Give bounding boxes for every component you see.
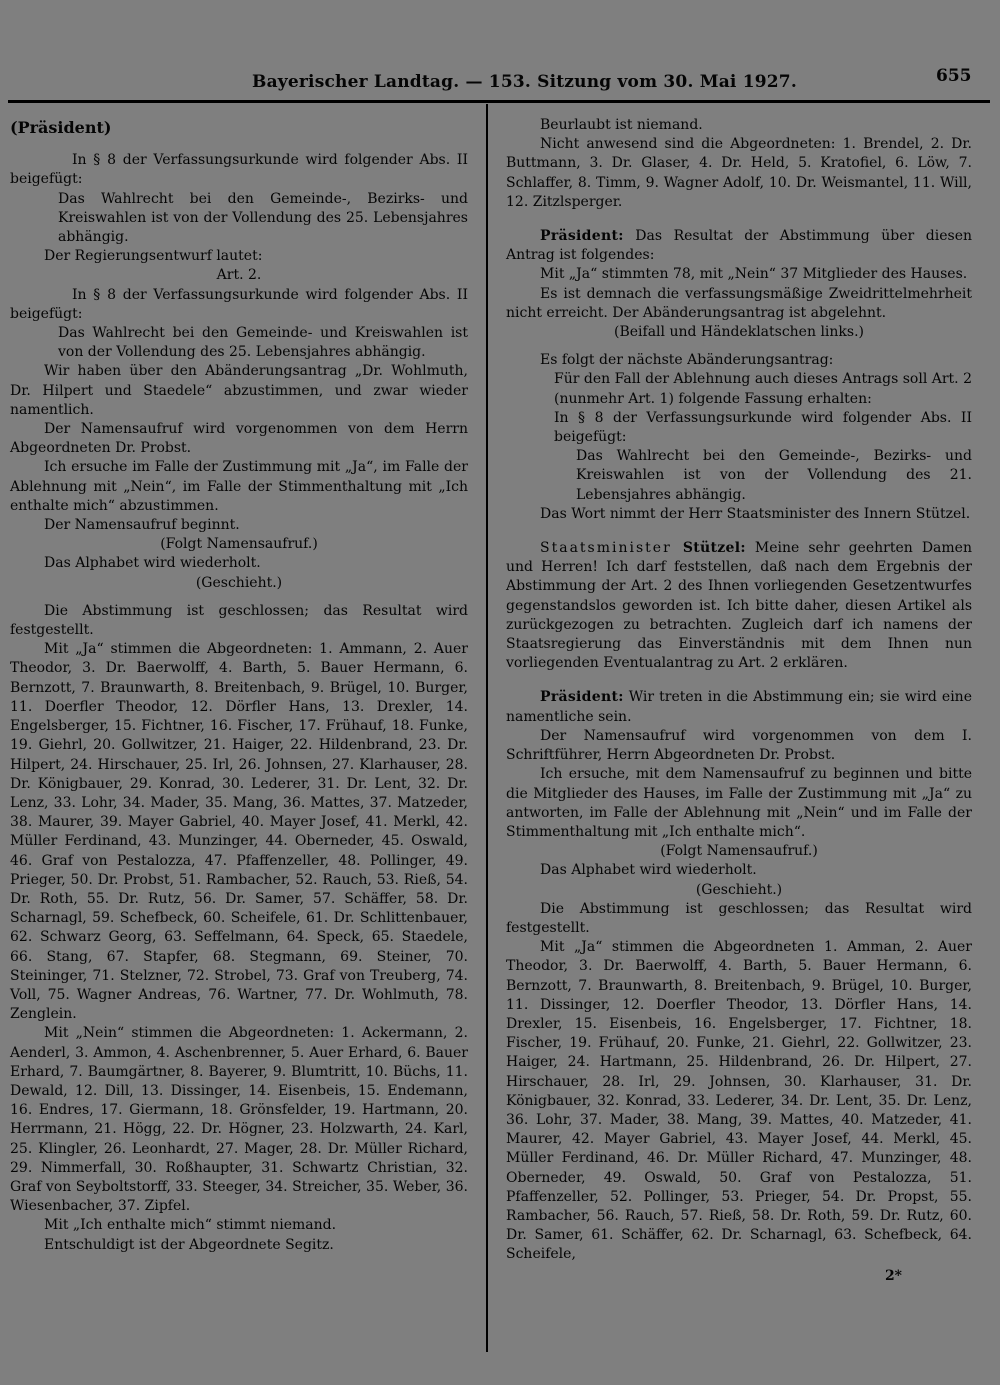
speaker-title: Staatsminister xyxy=(540,540,683,557)
speaker-name: Präsident: xyxy=(540,689,624,706)
stage-direction: (Folgt Namensaufruf.) xyxy=(160,536,318,553)
signature-mark: 2* xyxy=(884,1267,902,1284)
speaker-name: Stützel: xyxy=(682,540,746,557)
paragraph: Das Alphabet wird wiederholt. xyxy=(44,555,261,572)
paragraph: In § 8 der Verfassungsurkunde wird folgender Abs. II beigefügt: xyxy=(10,152,468,188)
paragraph: Mit „Ja“ stimmten 78, mit „Nein“ 37 Mitglieder des Hauses. xyxy=(540,266,968,283)
paragraph: Beurlaubt ist niemand. xyxy=(540,117,703,133)
paragraph: Ich ersuche, mit dem Namensaufruf zu beginnen und bitte die Mitglieder des Hauses, im Falle der Zustimmung mit „Ja“ zu antworten, im Falle der Ablehnung mit „Nein“ und im Falle der Stimmenthaltung mit „Ich enthalte mich“. xyxy=(506,766,972,840)
header-rule xyxy=(8,100,990,103)
paragraph: Der Regierungsentwurf lautet: xyxy=(44,248,263,265)
quoted-paragraph: In § 8 der Verfassungsurkunde wird folgender Abs. II beigefügt: xyxy=(554,409,972,446)
paragraph: Es ist demnach die verfassungsmäßige Zweidrittelmehrheit nicht erreicht. Der Abänderungsantrag ist abgelehnt. xyxy=(506,285,972,321)
paragraph: Das Alphabet wird wiederholt. xyxy=(540,862,757,879)
paragraph: Wir haben über den Abänderungsantrag „Dr. Wohlmuth, Dr. Hilpert und Staedele“ abzustimmen, und zwar wieder namentlich. xyxy=(10,363,468,418)
column-divider xyxy=(486,104,488,1352)
speech-text: Das Resultat der Abstimmung über diesen Antrag ist folgendes: xyxy=(506,228,972,264)
section-heading: (Präsident) xyxy=(10,118,112,137)
paragraph: Ich ersuche im Falle der Zustimmung mit „Ja“, im Falle der Ablehnung mit „Nein“, im Falle der Stimmenthaltung mit „Ich enthalte mich“ abzustimmen. xyxy=(10,459,468,514)
no-votes-list: Mit „Nein“ stimmen die Abgeordneten: 1. Ackermann, 2. Aenderl, 3. Ammon, 4. Aschenbrenner, 5. Auer Erhard, 6. Bauer Erhard, 7. Baumgärtner, 8. Bayerer, 9. Blumtritt, 10. Büchs, 11. Dewald, 12. Dill, 13. Dissinger, 14. Eisenbeis, 15. Endemann, 16. Endres, 17. Giermann, 18. Grönsfelder, 19. Hartmann, 20. Herrmann, 21. Högg, 22. Dr. Högner, 23. Holzwarth, 24. Karl, 25. Klingler, 26. Leonhardt, 27. Mager, 28. Dr. Müller Richard, 29. Nimmerfall, 30. Roßhaupter, 31. Schwartz Christian, 32. Graf von Seyboltstorff, 33. Steeger, 34. Streicher, 35. Weber, 36. Wiesenbacher, 37. Zipfel. xyxy=(10,1025,468,1215)
paragraph: Mit „Ich enthalte mich“ stimmt niemand. xyxy=(44,1217,337,1234)
paragraph: Der Namensaufruf wird vorgenommen von dem Herrn Abgeordneten Dr. Probst. xyxy=(10,421,468,457)
left-column xyxy=(10,118,468,1255)
quoted-paragraph: Das Wahlrecht bei den Gemeinde-, Bezirks- und Kreiswahlen ist von der Vollendung des 25. Lebensjahres abhängig. xyxy=(58,190,468,246)
speech-paragraph xyxy=(506,688,972,726)
quoted-paragraph: Das Wahlrecht bei den Gemeinde- und Kreiswahlen ist von der Vollendung des 25. Lebensjahres abhängig. xyxy=(58,325,468,361)
paragraph: Die Abstimmung ist geschlossen; das Resultat wird festgestellt. xyxy=(10,602,468,639)
paragraph: Der Namensaufruf beginnt. xyxy=(44,517,240,534)
article-heading: Art. 2. xyxy=(216,267,262,284)
yes-votes-list: Mit „Ja“ stimmen die Abgeordneten 1. Amman, 2. Auer Theodor, 3. Dr. Baerwolff, 4. Barth, 5. Bauer Hermann, 6. Bernzott, 7. Braunwarth, 8. Breitenbach, 9. Brügel, 10. Burger, 11. Dissinger, 12. Doerfler Theodor, 13. Dörfler Hans, 14. Drexler, 15. Eisenbeis, 16. Engelsberger, 17. Fichtner, 18. Fischer, 19. Frühauf, 20. Funke, 21. Giehrl, 22. Gollwitzer, 23. Haiger, 24. Hartmann, 25. Hildenbrand, 26. Dr. Hilpert, 27. Hirschauer, 28. Irl, 29. Johnsen, 30. Klarhauser, 31. Dr. Königbauer, 32. Konrad, 33. Lederer, 34. Dr. Lent, 35. Dr. Lenz, 36. Lohr, 37. Mader, 38. Mang, 39. Mattes, 40. Matzeder, 41. Maurer, 42. Mayer Gabriel, 43. Mayer Josef, 44. Merkl, 45. Müller Ferdinand, 46. Dr. Müller Richard, 47. Munzinger, 48. Oberneder, 49. Oswald, 50. Graf von Pestalozza, 51. Pfaffenzeller, 52. Pollinger, 53. Prieger, 54. Dr. Propst, 55. Rambacher, 56. Rauch, 57. Rieß, 58. Dr. Roth, 59. Dr. Rutz, 60. Dr. Samer, 61. Schäffer, 62. Dr. Scharnagl, 63. Schefbeck, 64. Scheifele, xyxy=(506,939,972,1263)
paragraph: Die Abstimmung ist geschlossen; das Resultat wird festgestellt. xyxy=(506,900,972,936)
paragraph: In § 8 der Verfassungsurkunde wird folgender Abs. II beigefügt: xyxy=(10,286,468,322)
stage-direction: (Folgt Namensaufruf.) xyxy=(660,843,818,860)
paragraph: Das Wort nimmt der Herr Staatsminister des Innern Stützel. xyxy=(540,505,971,522)
paragraph: Entschuldigt ist der Abgeordnete Segitz. xyxy=(44,1236,334,1253)
absent-list: Nicht anwesend sind die Abgeordneten: 1. Brendel, 2. Dr. Buttmann, 3. Dr. Glaser, 4. Dr. Held, 5. Kratofiel, 6. Löw, 7. Schlaffer, 8. Timm, 9. Wagner Adolf, 10. Dr. Weismantel, 11. Will, 12. Zitzlsperger. xyxy=(506,136,972,210)
stage-direction: (Geschieht.) xyxy=(195,574,283,591)
stage-direction: (Beifall und Händeklatschen links.) xyxy=(614,324,864,341)
quoted-paragraph: Das Wahlrecht bei den Gemeinde-, Bezirks- und Kreiswahlen ist von der Vollendung des 21. Lebensjahres abhängig. xyxy=(576,448,972,503)
speaker-name: Präsident: xyxy=(540,228,624,245)
speech-text: Meine sehr geehrten Damen und Herren! Ich darf feststellen, daß nach dem Ergebnis der Abstimmung der Art. 2 des Ihnen vorliegenden Gesetzentwurfes gegenstandslos geworden ist. Ich bitte daher, diesen Artikel als zurückgezogen zu betrachten. Zugleich darf ich namens der Staatsregierung das Einverständnis mit dem Ihnen nun vorliegenden Eventualantrag zu Art. 2 erklären. xyxy=(506,540,972,672)
page-header xyxy=(0,66,1000,100)
speech-text: Wir treten in die Abstimmung ein; sie wird eine namentliche sein. xyxy=(506,689,972,725)
running-title: Bayerischer Landtag. — 153. Sitzung vom 30. Mai 1927. xyxy=(252,72,797,92)
page-number: 655 xyxy=(936,66,972,86)
paragraph: Es folgt der nächste Abänderungsantrag: xyxy=(540,352,834,369)
quoted-paragraph: Für den Fall der Ablehnung auch dieses Antrags soll Art. 2 (nunmehr Art. 1) folgende Fassung erhalten: xyxy=(554,371,972,407)
right-column xyxy=(506,116,972,1286)
paragraph: Der Namensaufruf wird vorgenommen von dem I. Schriftführer, Herrn Abgeordneten Dr. Probst. xyxy=(506,727,972,764)
speech-paragraph xyxy=(506,539,972,673)
stage-direction: (Geschieht.) xyxy=(695,881,783,898)
speech-paragraph xyxy=(506,227,972,265)
yes-votes-list: Mit „Ja“ stimmen die Abgeordneten: 1. Ammann, 2. Auer Theodor, 3. Dr. Baerwolff, 4. Barth, 5. Bauer Hermann, 6. Bernzott, 7. Braunwarth, 8. Breitenbach, 9. Brügel, 10. Burger, 11. Doerfler Theodor, 12. Dörfler Hans, 13. Drexler, 14. Engelsberger, 15. Fichtner, 16. Fischer, 17. Frühauf, 18. Funke, 19. Giehrl, 20. Gollwitzer, 21. Haiger, 22. Hildenbrand, 23. Dr. Hilpert, 24. Hirschauer, 25. Irl, 26. Johnsen, 27. Klarhauser, 28. Dr. Königbauer, 29. Konrad, 30. Lederer, 31. Dr. Lent, 32. Dr. Lenz, 33. Lohr, 34. Mader, 35. Mang, 36. Mattes, 37. Matzeder, 38. Maurer, 39. Mayer Gabriel, 40. Mayer Josef, 41. Merkl, 42. Müller Ferdinand, 43. Munzinger, 44. Oberneder, 45. Oswald, 46. Graf von Pestalozza, 47. Pfaffenzeller, 48. Pollinger, 49. Prieger, 50. Dr. Probst, 51. Rambacher, 52. Rauch, 53. Rieß, 54. Dr. Roth, 55. Dr. Rutz, 56. Dr. Samer, 57. Schäffer, 58. Dr. Scharnagl, 59. Schefbeck, 60. Scheifele, 61. Dr. Schlittenbauer, 62. Schwarz Georg, 63. Seffelmann, 64. Speck, 65. Staedele, 66. Stang, 67. Stapfer, 68. Stegmann, 69. Steiner, 70. Steininger, 71. Stelzner, 72. Strobel, 73. Graf von Treuberg, 74. Voll, 75. Wagner Andreas, 76. Wartner, 77. Dr. Wohlmuth, 78. Zenglein. xyxy=(10,641,468,1023)
